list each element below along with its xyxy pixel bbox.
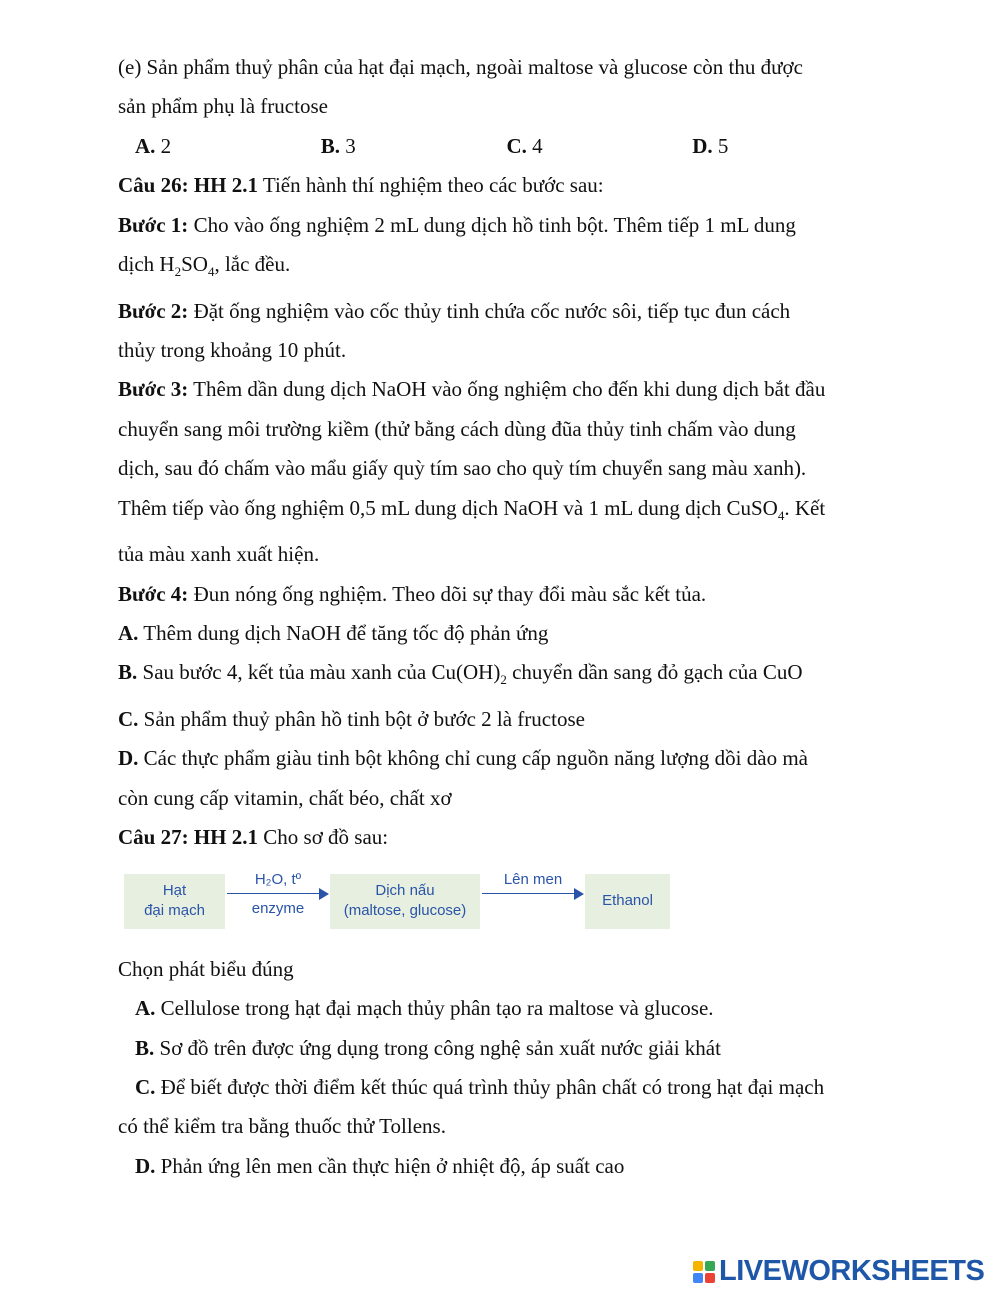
q26-option-b[interactable]: B. Sau bước 4, kết tủa màu xanh của $Cu(OH)_2$ chuyển dần sang đỏ gạch của CuO xyxy=(118,660,803,688)
q27-option-b[interactable]: B. Sơ đồ trên được ứng dụng trong công nghệ sản xuất nước giải khát xyxy=(135,1035,721,1060)
q26-option-d-cont: còn cung cấp vitamin, chất béo, chất xơ xyxy=(118,785,452,810)
q26-heading: Câu 26: HH 2.1 Tiến hành thí nghiệm theo các bước sau: xyxy=(118,173,604,198)
q26-step3-cont-4: tủa màu xanh xuất hiện. xyxy=(118,542,320,567)
q27-flow-diagram xyxy=(124,866,878,944)
q26-option-c[interactable]: C. Sản phẩm thuỷ phân hồ tinh bột ở bước 2 là fructose xyxy=(118,707,585,732)
q26-step3-cont-3: Thêm tiếp vào ống nghiệm 0,5 mL dung dịch NaOH và 1 mL dung dịch CuSO$_4$. Kết xyxy=(118,495,826,523)
q25-option-c[interactable]: C. 4 xyxy=(506,133,543,158)
q25-option-b[interactable]: B. 3 xyxy=(320,133,356,158)
q25-options xyxy=(118,127,878,166)
diagram-box-ethanol: Ethanol xyxy=(585,874,670,929)
q25-option-d[interactable]: D. 5 xyxy=(692,133,729,158)
q26-step4: Bước 4: Đun nóng ống nghiệm. Theo dõi sự thay đổi màu sắc kết tủa. xyxy=(118,581,707,606)
arrow-head-icon xyxy=(574,888,584,900)
q27-title: Câu 27: HH 2.1 xyxy=(118,825,259,850)
q26-step3-cont-1: chuyển sang môi trường kiềm (thử bằng cách dùng đũa thủy tinh chấm vào dung xyxy=(118,416,796,441)
diagram-arrow-hydrolysis: H₂O, tº enzyme xyxy=(227,866,329,936)
q25-option-a[interactable]: A. 2 xyxy=(135,133,172,158)
q26-option-d[interactable]: D. Các thực phẩm giàu tinh bột không chỉ cung cấp nguồn năng lượng dồi dào mà xyxy=(118,746,808,771)
q27-option-a[interactable]: A. Cellulose trong hạt đại mạch thủy phân tạo ra maltose và glucose. xyxy=(135,996,714,1021)
q26-step2: Bước 2: Đặt ống nghiệm vào cốc thủy tinh chứa cốc nước sôi, tiếp tục đun cách xyxy=(118,298,791,323)
q26-step3-cont-2: dịch, sau đó chấm vào mẩu giấy quỳ tím sao cho quỳ tím chuyển sang màu xanh). xyxy=(118,456,807,481)
q27-heading: Câu 27: HH 2.1 Cho sơ đồ sau: xyxy=(118,825,389,850)
q27-option-c-cont: có thể kiểm tra bằng thuốc thử Tollens. xyxy=(118,1114,446,1139)
q25-statement-e: (e) Sản phẩm thuỷ phân của hạt đại mạch, ngoài maltose và glucose còn thu được xyxy=(118,55,803,79)
liveworksheets-logo-text: LIVEWORKSHEETS xyxy=(719,1255,985,1287)
q27-option-c[interactable]: C. Để biết được thời điểm kết thúc quá trình thủy phân chất có trong hạt đại mạch xyxy=(135,1074,825,1099)
liveworksheets-logo xyxy=(693,1255,984,1288)
worksheet-page xyxy=(118,48,878,1186)
q25-statement-e-cont: sản phẩm phụ là fructose xyxy=(118,94,328,119)
diagram-box-barley: Hạt đại mạch xyxy=(124,874,225,929)
q26-step2-cont: thủy trong khoảng 10 phút. xyxy=(118,338,347,363)
q27-prompt: Chọn phát biểu đúng xyxy=(118,956,294,981)
q26-step1: Bước 1: Cho vào ống nghiệm 2 mL dung dịch hồ tinh bột. Thêm tiếp 1 mL dung xyxy=(118,212,796,237)
q26-title: Câu 26: HH 2.1 xyxy=(118,173,259,198)
diagram-arrow-fermentation: Lên men xyxy=(482,866,584,936)
q26-option-a[interactable]: A. Thêm dung dịch NaOH để tăng tốc độ phản ứng xyxy=(118,621,549,646)
liveworksheets-logo-icon xyxy=(693,1261,715,1283)
q26-step1-cont: dịch $H_2SO_4$, lắc đều. xyxy=(118,252,291,280)
q26-step3: Bước 3: Thêm dần dung dịch NaOH vào ống nghiệm cho đến khi dung dịch bắt đầu xyxy=(118,377,826,402)
q27-option-d[interactable]: D. Phản ứng lên men cần thực hiện ở nhiệt độ, áp suất cao xyxy=(135,1153,625,1178)
diagram-box-mash: Dịch nấu (maltose, glucose) xyxy=(330,874,480,929)
